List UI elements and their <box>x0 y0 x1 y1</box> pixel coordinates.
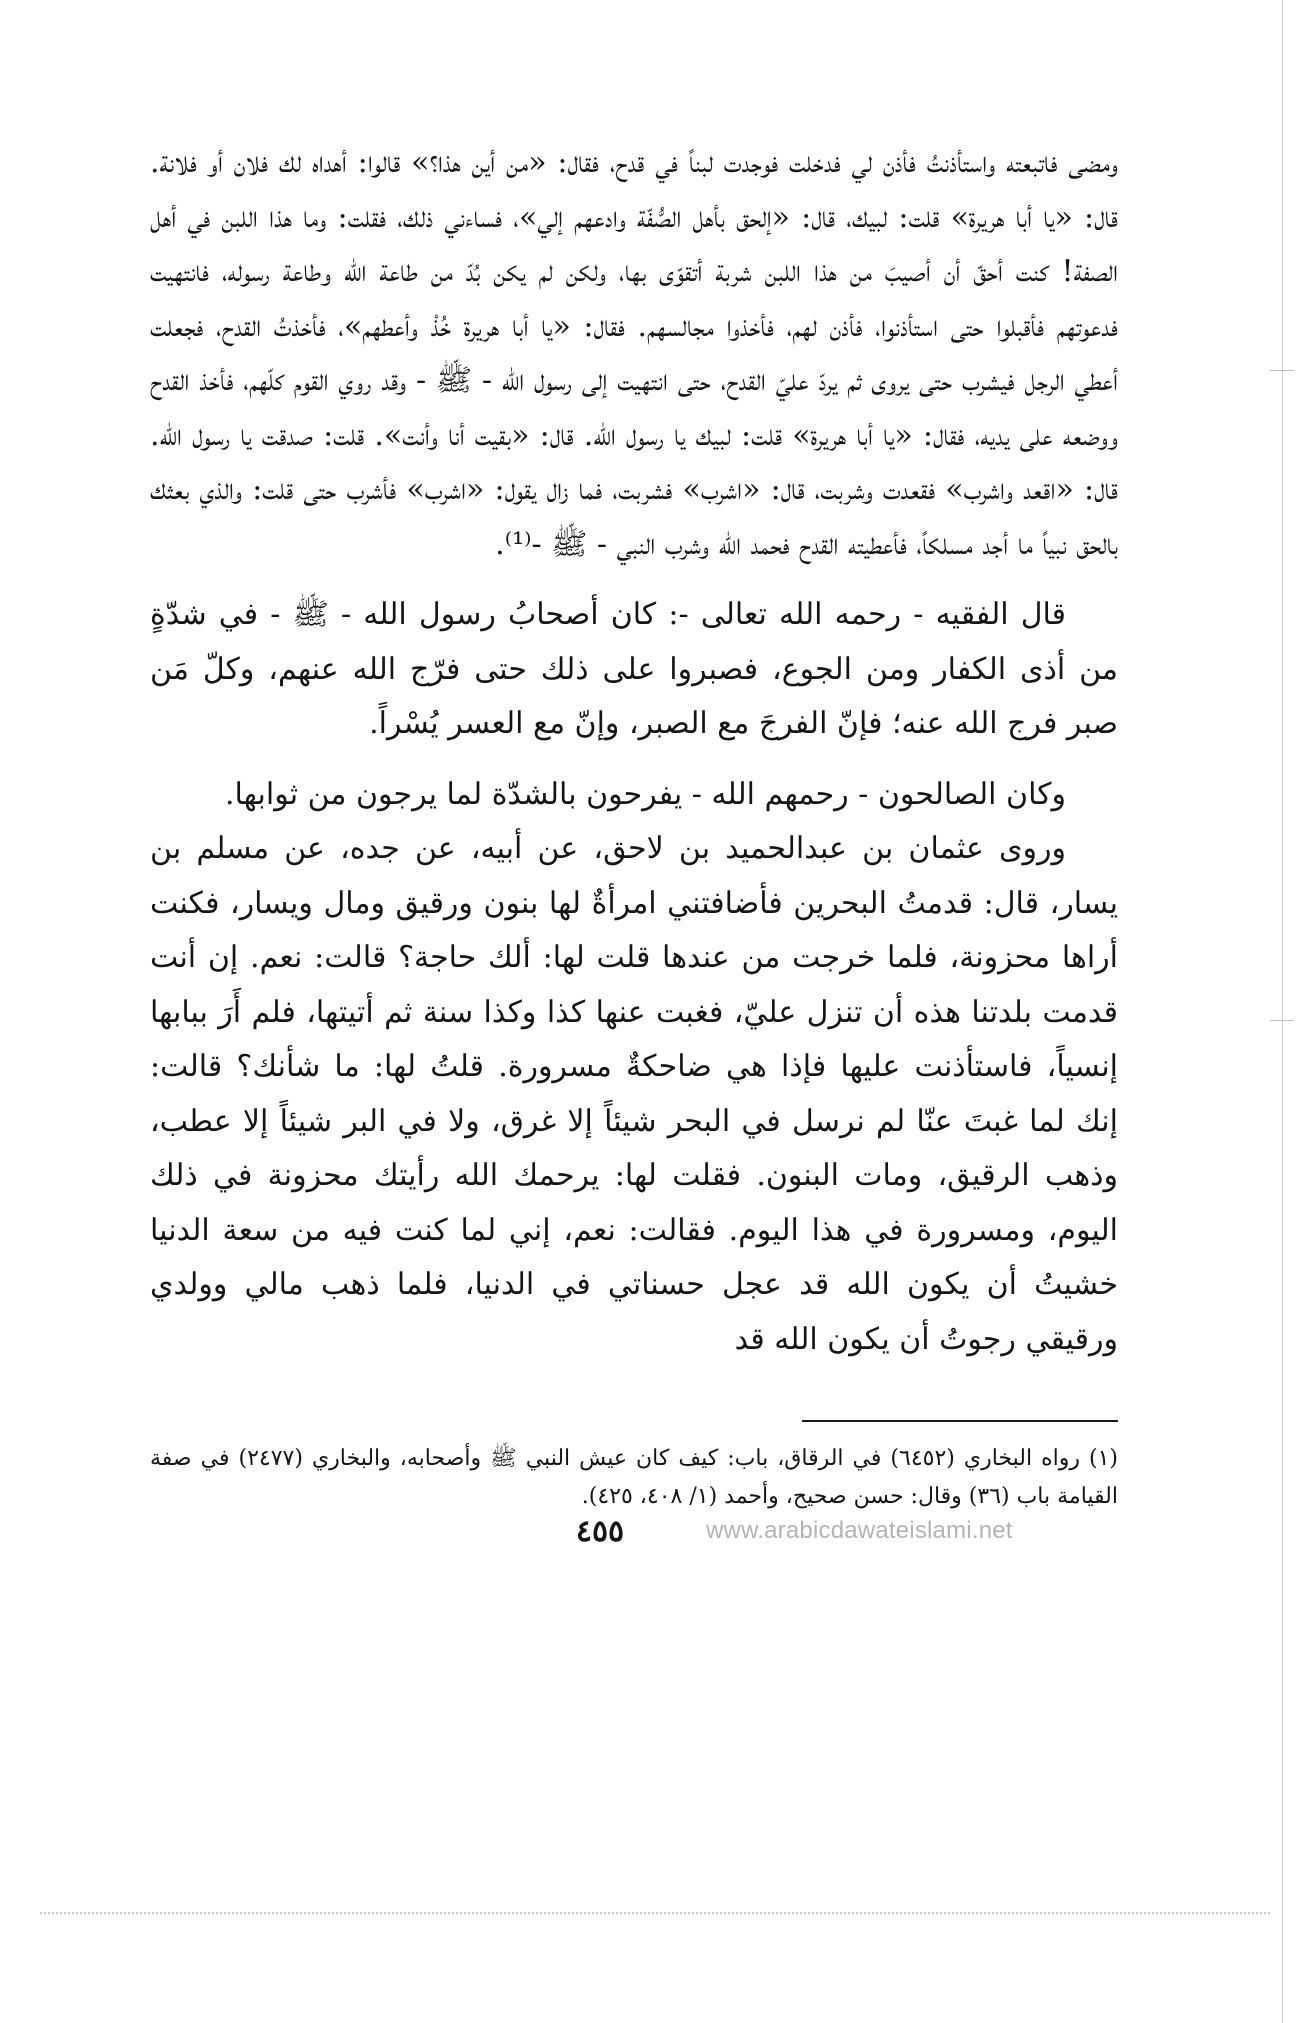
page-number: ٤٥٥ <box>575 1514 625 1549</box>
paragraph-faqih: قال الفقيه - رحمه الله تعالى -: كان أصحابُ رسول الله - ﷺ - في شدّةٍ من أذى الكفار ومن الجوع، فصبروا على ذلك حتى فرّج الله عنهم، وكلّ مَن صبر فرج الله عنه؛ فإنّ الفرجَ مع الصبر، وإنّ مع العسر يُسْراً. <box>150 597 1118 741</box>
footnote-separator <box>802 1420 1118 1422</box>
scan-border-dots <box>40 1912 1270 1914</box>
page-edge-tick <box>1270 370 1294 371</box>
page-edge-line <box>1282 0 1283 2023</box>
footnote <box>150 1440 1118 1516</box>
page-edge-tick <box>1270 1020 1294 1021</box>
main-text <box>150 136 1118 1367</box>
watermark-url: www.arabicdawateislami.net <box>706 1517 1013 1544</box>
footnote-text: (١) رواه البخاري (٦٤٥٢) في الرقاق، باب: كيف كان عيش النبي ﷺ وأصحابه، والبخاري (٢٤٧٧) في صفة القيامة باب (٣٦) وقال: حسن صحيح، وأحمد (١/ ٤٠٨، ٤٢٥). <box>150 1446 1118 1509</box>
paragraph-salihun: وكان الصالحون - رحمهم الله - يفرحون بالشدّة لما يرجون من ثوابها. <box>225 776 1066 812</box>
paragraph-narration: وروى عثمان بن عبدالحميد بن لاحق، عن أبيه، عن جده، عن مسلم بن يسار، قال: قدمتُ البحرين فأضافتني امرأةٌ لها بنون ورقيق ومال ويسار، فكنت أراها محزونة، فلما خرجت من عندها قلت لها: ألك حاجة؟ قالت: نعم. إن أنت قدمت بلدتنا هذه أن تنزل عليّ، فغبت عنها كذا وكذا سنة ثم أتيتها، فلم أَرَ ببابها إنسياً، فاستأذنت عليها فإذا هي ضاحكةٌ مسرورة. قلتُ لها: ما شأنك؟ قالت: إنك لما غبتَ عنّا لم نرسل في البحر شيئاً إلا غرق، ولا في البر شيئاً إلا عطب، وذهب الرقيق، ومات البنون. فقلت لها: يرحمك الله رأيتك محزونة في ذلك اليوم، ومسرورة في هذا اليوم. فقالت: نعم، إني لما كنت فيه من سعة الدنيا خشيتُ أن يكون الله قد عجل حسناتي في الدنيا، فلما ذهب مالي وولدي ورقيقي رجوتُ أن يكون الله قد <box>150 831 1118 1357</box>
paragraph-hadith: ومضى فاتبعته واستأذنتُ فأذن لي فدخلت فوجدت لبناً في قدح، فقال: «من أين هذا؟» قالوا: أهداه لك فلان أو فلانة. قال: «يا أبا هريرة» قلت: لبيك، قال: «إلحق بأهل الصُّفّة وادعهم إلي»، فساءني ذلك، فقلت: وما هذا اللبن في أهل الصفة! كنت أحقّ أن أصيبَ من هذا اللبن شربة أتقوّى بها، ولكن لم يكن بُدّ من طاعة الله وطاعة رسوله، فانتهيت فدعوتهم فأقبلوا حتى استأذنوا، فأذن لهم، فأخذوا مجالسهم. فقال: «يا أبا هريرة خُذْ وأعطهم»، فأخذتُ القدح، فجعلت أعطي الرجل فيشرب حتى يروى ثم يردّ عليّ القدح، حتى انتهيت إلى رسول الله - ﷺ - وقد روي القوم كلّهم، فأخذ القدح ووضعه على يديه، فقال: «يا أبا هريرة» قلت: لبيك يا رسول الله. قال: «بقيت أنا وأنت». قلت: صدقت يا رسول الله. قال: «اقعد واشرب» فقعدت وشربت، قال: «اشرب» فشربت، فما زال يقول: «اشرب» فأشرب حتى قلت: والذي بعثك بالحق نبياً ما أجد مسلكاً، فأعطيته القدح فحمد الله وشرب النبي - ﷺ -⁽¹⁾. <box>150 145 1118 562</box>
